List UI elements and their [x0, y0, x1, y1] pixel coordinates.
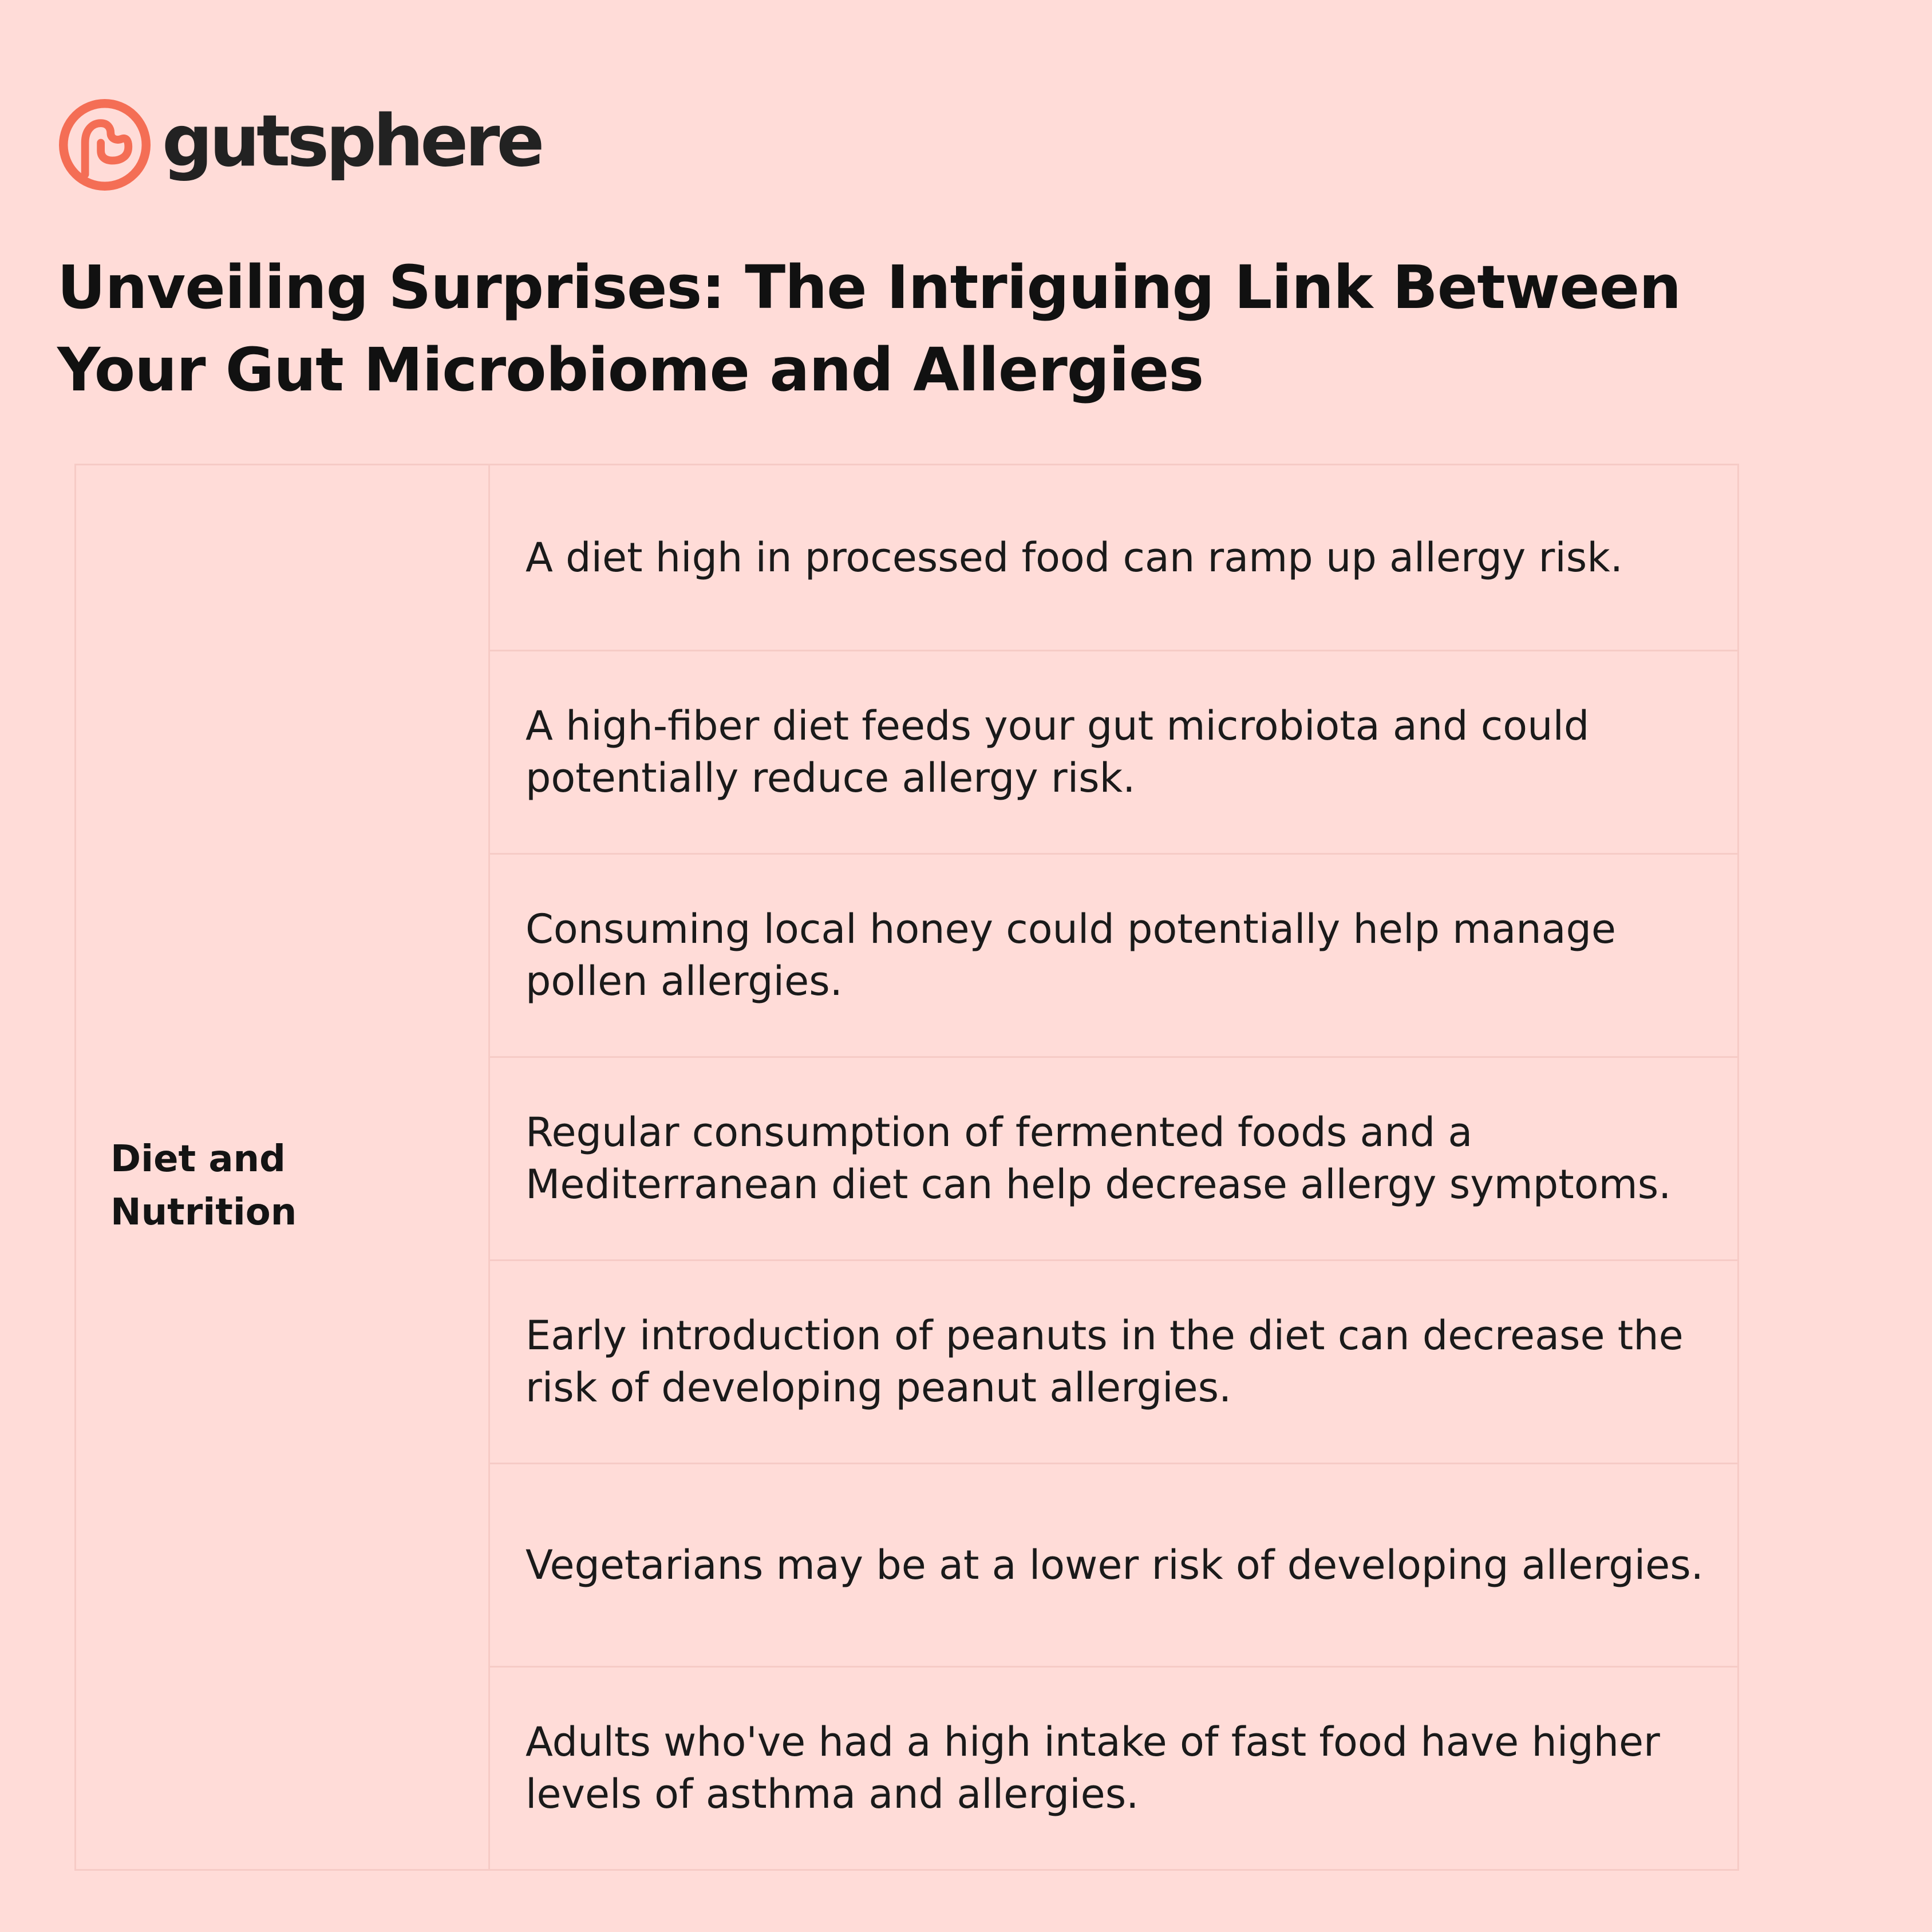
- fact-cell: Regular consumption of fermented foods and a Mediterranean diet can help decrease allergy symptoms.: [489, 1057, 1739, 1261]
- gut-intestine-logo-icon: [56, 96, 154, 194]
- category-label: Diet and Nutrition: [110, 1138, 297, 1234]
- table-row: [76, 465, 1739, 651]
- fact-cell: Consuming local honey could potentially help manage pollen allergies.: [489, 854, 1739, 1057]
- fact-cell: Early introduction of peanuts in the diet can decrease the risk of developing peanut allergies.: [489, 1261, 1739, 1464]
- brand-header: [56, 94, 542, 195]
- category-cell: [76, 465, 489, 1870]
- fact-cell: Vegetarians may be at a lower risk of developing allergies.: [489, 1464, 1739, 1667]
- diet-facts-table: [74, 464, 1739, 1871]
- page-title: Unveiling Surprises: The Intriguing Link Between Your Gut Microbiome and Allergies: [57, 252, 1681, 405]
- brand-name: gutsphere: [162, 100, 542, 183]
- fact-cell: Adults who've had a high intake of fast food have higher levels of asthma and allergies.: [489, 1667, 1739, 1870]
- fact-cell: A high-fiber diet feeds your gut microbiota and could potentially reduce allergy risk.: [489, 651, 1739, 854]
- fact-cell: A diet high in processed food can ramp up allergy risk.: [489, 465, 1739, 651]
